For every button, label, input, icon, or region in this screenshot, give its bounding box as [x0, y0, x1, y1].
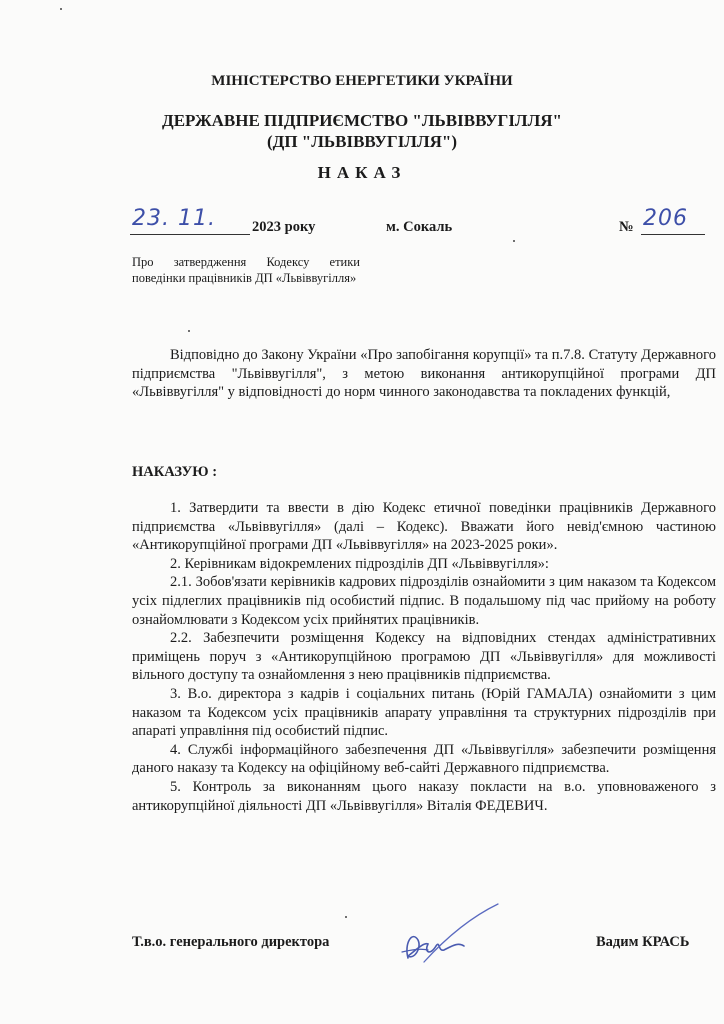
number-sign: № [619, 219, 634, 235]
enterprise-title [0, 110, 724, 152]
order-item-2-2: 2.2. Забезпечити розміщення Кодексу на відповідних стендах адміністративних приміщень поруч з «Антикорупційною програмою ДП «Львіввугілля» для можливості вільного доступу та ознайомлення з нею працівників підприємства. [132, 630, 716, 684]
number-field [641, 208, 705, 235]
ministry-header [0, 72, 724, 90]
handwritten-signature [394, 900, 504, 970]
order-heading: НАКАЗУЮ : [132, 464, 218, 480]
signatory-name: Вадим КРАСЬ [596, 934, 690, 950]
intro-paragraph: Відповідно до Закону України «Про запобігання корупції» та п.7.8. Статуту Державного підприємства "Львіввугілля", з метою виконання антикорупційної програми ДП «Львіввугілля" у відповідності до норм чинного законодавства та покладених функцій, [132, 347, 716, 401]
order-item-5: 5. Контроль за виконанням цього наказу покласти на в.о. уповноваженого з антикорупційної діяльності ДП «Львіввугілля» Віталія ФЕДЕВИЧ. [132, 778, 716, 814]
order-items [132, 499, 716, 815]
city-text: м. Сокаль [386, 219, 453, 235]
date-handwritten: 23. 11. [132, 206, 216, 231]
document-type: НАКАЗ [317, 163, 407, 182]
date-field [130, 208, 250, 235]
order-item-2: 2. Керівникам відокремлених підрозділів ДП «Львіввугілля»: [170, 555, 549, 572]
enterprise-title-line2: (ДП "ЛЬВІВВУГІЛЛЯ") [266, 132, 458, 151]
document-subject: Про затвердження Кодексу етики поведінки працівників ДП «Львіввугілля» [132, 255, 360, 285]
ministry-name: МІНІСТЕРСТВО ЕНЕРГЕТИКИ УКРАЇНИ [211, 73, 513, 89]
order-item-3: 3. В.о. директора з кадрів і соціальних питань (Юрій ГАМАЛА) ознайомити з цим наказом та Кодексом усіх працівників апарату управління та структурних підрозділів при апараті управління під особистий підпис. [132, 685, 716, 740]
signatory-position: Т.в.о. генерального директора [132, 934, 330, 950]
order-item-4: 4. Службі інформаційного забезпечення ДП «Львіввугілля» забезпечити розміщення даного наказу та Кодексу на офіційному веб-сайті Державного підприємства. [132, 741, 716, 777]
scan-speck [513, 240, 515, 242]
scan-speck [60, 8, 62, 10]
enterprise-title-line1: ДЕРЖАВНЕ ПІДПРИЄМСТВО "ЛЬВІВВУГІЛЛЯ" [162, 111, 562, 130]
order-item-1: 1. Затвердити та ввести в дію Кодекс етичної поведінки працівників Державного підприємства «Львіввугілля» (далі – Кодекс). Вважати його невід'ємною частиною «Антикорупційної програми ДП «Львіввугілля» на 2023-2025 роки». [132, 500, 716, 554]
year-text: 2023 року [252, 219, 316, 235]
scan-speck [188, 330, 190, 332]
order-item-2-1: 2.1. Зобов'язати керівників кадрових підрозділів ознайомити з цим наказом та Кодексом усіх підлеглих працівників під особистий підпис. В подальшому під час прийому на роботу ознайомлювати з Кодексом усіх прийнятих працівників. [132, 574, 716, 628]
number-handwritten: 206 [643, 206, 688, 231]
scan-speck [345, 916, 347, 918]
